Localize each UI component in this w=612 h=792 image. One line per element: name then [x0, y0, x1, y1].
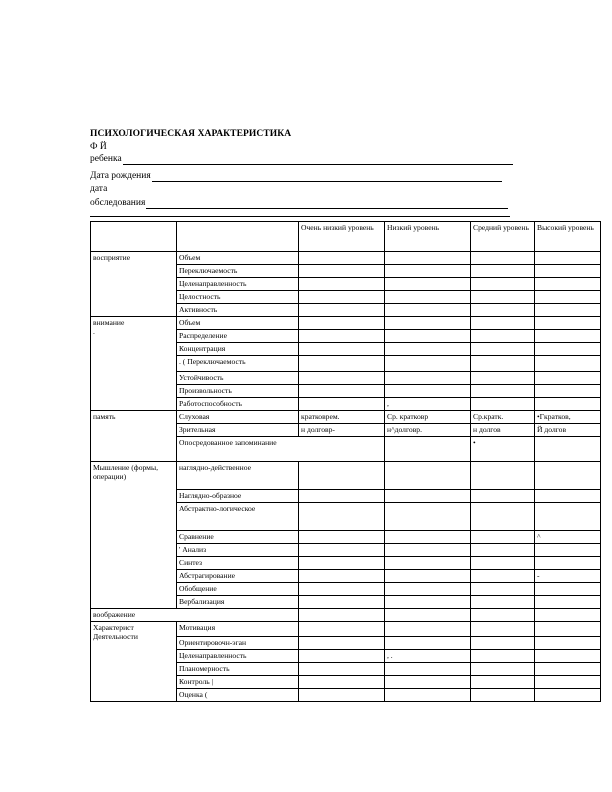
table-cell[interactable] — [535, 676, 601, 689]
table-row — [91, 411, 601, 424]
table-cell[interactable] — [471, 356, 535, 372]
table-cell[interactable]: • — [471, 437, 535, 462]
table-cell[interactable] — [385, 531, 471, 544]
table-cell[interactable] — [471, 503, 535, 531]
table-cell[interactable] — [385, 385, 471, 398]
table-cell[interactable]: н долговр- — [299, 424, 385, 437]
table-cell[interactable] — [535, 265, 601, 278]
item-label: Работоспособность — [177, 398, 299, 411]
table-cell[interactable] — [535, 317, 601, 330]
birth-date-label: Дата рождения — [90, 171, 151, 181]
table-cell[interactable] — [385, 583, 471, 596]
item-label: Абстрагирование — [177, 570, 299, 583]
table-cell[interactable] — [299, 531, 385, 544]
table-cell[interactable] — [471, 557, 535, 570]
table-cell[interactable] — [299, 663, 385, 676]
table-cell[interactable] — [471, 596, 535, 609]
table-cell[interactable] — [385, 372, 471, 385]
table-cell[interactable]: Ср.кратк. — [471, 411, 535, 424]
table-cell[interactable] — [535, 252, 601, 265]
table-header-row — [91, 222, 601, 252]
table-cell[interactable] — [299, 343, 385, 356]
header-very-low: Очень низкий уровень — [299, 222, 385, 252]
item-label: Наглядно-образное — [177, 490, 299, 503]
table-cell[interactable] — [385, 437, 471, 462]
item-label: Слуховая — [177, 411, 299, 424]
item-label: Распределение — [177, 330, 299, 343]
header-cell-empty — [177, 222, 299, 252]
group-memory: память — [91, 411, 177, 462]
table-cell[interactable]: •Гкратков, — [535, 411, 601, 424]
table-cell[interactable] — [385, 663, 471, 676]
table-cell[interactable] — [385, 304, 471, 317]
table-cell[interactable] — [299, 557, 385, 570]
table-cell[interactable] — [385, 637, 471, 650]
table-cell[interactable] — [535, 462, 601, 490]
table-row — [91, 317, 601, 330]
table-cell[interactable] — [299, 330, 385, 343]
table-cell[interactable] — [299, 462, 385, 490]
table-cell[interactable] — [471, 490, 535, 503]
header-medium: Средний уровень — [471, 222, 535, 252]
table-cell[interactable]: Ср. кратковр — [385, 411, 471, 424]
header-low: Низкий уровень — [385, 222, 471, 252]
table-cell[interactable] — [471, 622, 535, 637]
group-attention-mark: . — [93, 327, 95, 336]
table-cell[interactable] — [299, 265, 385, 278]
item-label: Зрительная — [177, 424, 299, 437]
table-cell[interactable] — [471, 544, 535, 557]
table-row — [91, 609, 601, 622]
table-cell[interactable] — [299, 689, 385, 702]
item-label: Ориентировочн-эган — [177, 637, 299, 650]
item-label: Опосредованное запоминание — [177, 437, 385, 462]
table-cell[interactable] — [385, 557, 471, 570]
table-cell[interactable] — [299, 304, 385, 317]
table-cell[interactable] — [385, 570, 471, 583]
table-cell[interactable] — [385, 252, 471, 265]
item-label: Мотивация — [177, 622, 299, 637]
table-cell[interactable]: , . — [385, 650, 471, 663]
table-cell[interactable] — [471, 265, 535, 278]
table-cell[interactable] — [535, 544, 601, 557]
table-row — [91, 622, 601, 637]
table-cell[interactable] — [471, 583, 535, 596]
table-cell[interactable] — [299, 317, 385, 330]
table-cell[interactable] — [385, 503, 471, 531]
table-cell[interactable] — [535, 278, 601, 291]
header-high: Высокий уровень — [535, 222, 601, 252]
table-cell[interactable] — [535, 398, 601, 411]
table-cell[interactable] — [535, 622, 601, 637]
group-activity: Характерист Деятельности — [91, 622, 177, 702]
item-label: Переключаемость — [177, 265, 299, 278]
item-label: Синтез — [177, 557, 299, 570]
table-cell[interactable] — [385, 291, 471, 304]
table-cell[interactable] — [471, 637, 535, 650]
table-cell[interactable] — [471, 278, 535, 291]
item-label: Активность — [177, 304, 299, 317]
document-title: ПСИХОЛОГИЧЕСКАЯ ХАРАКТЕРИСТИКА — [90, 129, 292, 139]
table-cell[interactable]: кратковрем. — [299, 411, 385, 424]
table-cell[interactable] — [535, 356, 601, 372]
table-cell[interactable] — [299, 637, 385, 650]
item-label: Произвольность — [177, 385, 299, 398]
table-cell[interactable] — [385, 356, 471, 372]
item-label: Целенаправленность — [177, 650, 299, 663]
item-label: . ( Переключаемость — [177, 356, 299, 372]
table-cell[interactable] — [299, 622, 385, 637]
table-cell[interactable] — [299, 609, 385, 622]
item-label: Концентрация — [177, 343, 299, 356]
table-cell[interactable] — [471, 343, 535, 356]
table-cell[interactable] — [471, 531, 535, 544]
table-cell[interactable] — [471, 570, 535, 583]
table-cell[interactable] — [299, 544, 385, 557]
group-thinking: Мышление (формы, операции) — [91, 462, 177, 609]
item-label: Целостность — [177, 291, 299, 304]
fio-label: Ф Й — [90, 142, 107, 152]
table-cell[interactable] — [535, 304, 601, 317]
table-cell[interactable]: , — [385, 398, 471, 411]
header-cell-empty — [91, 222, 177, 252]
item-label: Объем — [177, 317, 299, 330]
item-label: Планомерность — [177, 663, 299, 676]
table-cell[interactable] — [471, 252, 535, 265]
child-label: ребенка — [90, 154, 122, 164]
table-cell[interactable]: н^долговр. — [385, 424, 471, 437]
table-cell[interactable] — [471, 330, 535, 343]
table-cell[interactable] — [385, 596, 471, 609]
child-name-row — [90, 153, 513, 165]
table-cell[interactable] — [471, 304, 535, 317]
table-cell[interactable] — [535, 650, 601, 663]
item-label: наглядно-действенное — [177, 462, 299, 490]
table-cell[interactable] — [535, 372, 601, 385]
table-cell[interactable] — [385, 265, 471, 278]
table-cell[interactable] — [535, 385, 601, 398]
table-cell[interactable] — [385, 330, 471, 343]
table-cell[interactable] — [471, 372, 535, 385]
table-cell[interactable] — [385, 609, 471, 622]
table-cell[interactable] — [535, 596, 601, 609]
characteristics-table — [90, 221, 601, 702]
table-cell[interactable] — [385, 622, 471, 637]
item-label: Целенаправленность — [177, 278, 299, 291]
item-label: ' Анализ — [177, 544, 299, 557]
exam-date-label-2: обследования — [90, 198, 146, 208]
table-cell[interactable] — [535, 490, 601, 503]
table-cell[interactable]: н долгов — [471, 424, 535, 437]
table-cell[interactable] — [299, 291, 385, 304]
table-cell[interactable] — [299, 385, 385, 398]
table-cell[interactable] — [385, 689, 471, 702]
group-attention — [91, 317, 177, 411]
table-cell[interactable] — [299, 676, 385, 689]
table-cell[interactable] — [299, 583, 385, 596]
table-cell[interactable] — [535, 663, 601, 676]
table-cell[interactable] — [385, 544, 471, 557]
table-cell[interactable] — [299, 278, 385, 291]
table-cell[interactable] — [299, 356, 385, 372]
table-cell[interactable] — [299, 398, 385, 411]
table-cell[interactable] — [471, 650, 535, 663]
item-label: Вербализация — [177, 596, 299, 609]
item-label: Контроль | — [177, 676, 299, 689]
table-cell[interactable]: ^ — [535, 531, 601, 544]
birth-date-field[interactable] — [152, 171, 502, 182]
table-cell[interactable] — [385, 278, 471, 291]
child-name-field[interactable] — [123, 154, 513, 165]
table-cell[interactable] — [471, 689, 535, 702]
table-cell[interactable] — [299, 650, 385, 663]
birth-date-row — [90, 170, 502, 182]
table-cell[interactable] — [299, 503, 385, 531]
table-cell[interactable] — [385, 490, 471, 503]
table-cell[interactable] — [385, 317, 471, 330]
table-cell[interactable] — [535, 343, 601, 356]
table-cell[interactable] — [471, 317, 535, 330]
group-attention-label: внимание — [93, 318, 125, 327]
table-cell[interactable] — [471, 663, 535, 676]
group-perception: восприятие — [91, 252, 177, 317]
table-cell[interactable] — [535, 583, 601, 596]
table-cell[interactable] — [299, 490, 385, 503]
table-cell[interactable] — [535, 637, 601, 650]
table-cell[interactable] — [471, 462, 535, 490]
table-cell[interactable] — [299, 570, 385, 583]
table-cell[interactable] — [385, 676, 471, 689]
table-cell[interactable] — [535, 689, 601, 702]
table-cell[interactable] — [535, 437, 601, 462]
table-row — [91, 462, 601, 490]
table-cell[interactable] — [535, 330, 601, 343]
item-label: Оценка ( — [177, 689, 299, 702]
table-row — [91, 252, 601, 265]
item-label: Обобщение — [177, 583, 299, 596]
table-cell[interactable] — [471, 676, 535, 689]
item-label: Объем — [177, 252, 299, 265]
table-cell[interactable] — [299, 372, 385, 385]
item-label: Сравнение — [177, 531, 299, 544]
table-cell[interactable] — [535, 291, 601, 304]
group-imagination: воображение — [91, 609, 299, 622]
header-separator — [90, 216, 510, 217]
exam-date-field[interactable] — [146, 198, 508, 209]
table-cell[interactable] — [535, 557, 601, 570]
table-cell[interactable] — [385, 343, 471, 356]
exam-date-row — [90, 197, 508, 209]
item-label: Устойчивость — [177, 372, 299, 385]
table-cell[interactable] — [471, 291, 535, 304]
table-cell[interactable] — [299, 252, 385, 265]
item-label: Абстрактно-логическое — [177, 503, 299, 531]
table-cell[interactable] — [535, 609, 601, 622]
exam-date-label-1: дата — [90, 184, 108, 194]
table-cell[interactable]: Й долгов — [535, 424, 601, 437]
table-cell[interactable] — [299, 596, 385, 609]
table-cell[interactable] — [471, 385, 535, 398]
table-cell[interactable]: - — [535, 570, 601, 583]
table-cell[interactable] — [471, 398, 535, 411]
table-cell[interactable] — [535, 503, 601, 531]
table-cell[interactable] — [471, 609, 535, 622]
table-cell[interactable] — [385, 462, 471, 490]
